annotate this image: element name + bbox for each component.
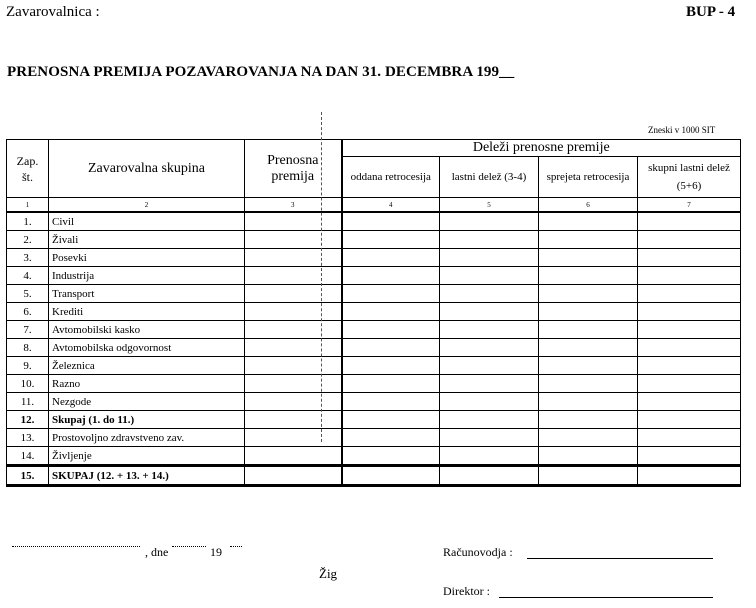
row-group-name: Železnica — [49, 357, 245, 375]
amount-cell[interactable] — [539, 303, 638, 321]
amount-cell[interactable] — [539, 339, 638, 357]
amount-cell[interactable] — [245, 447, 342, 466]
amount-cell[interactable] — [245, 375, 342, 393]
table-row — [7, 321, 741, 339]
amount-cell[interactable] — [638, 411, 741, 429]
header-sub-col: skupni lastni delež (5+6) — [638, 157, 741, 198]
row-group-name: Krediti — [49, 303, 245, 321]
row-group-name: Avtomobilski kasko — [49, 321, 245, 339]
table-row — [7, 466, 741, 486]
director-signature-field[interactable] — [499, 597, 713, 598]
table-row — [7, 285, 741, 303]
row-number: 13. — [7, 429, 49, 447]
fold-mark — [321, 112, 322, 442]
amount-cell[interactable] — [440, 267, 539, 285]
amount-cell[interactable] — [440, 339, 539, 357]
table-row — [7, 303, 741, 321]
amount-cell[interactable] — [638, 212, 741, 231]
amount-cell[interactable] — [638, 429, 741, 447]
amount-cell[interactable] — [342, 249, 440, 267]
amount-cell[interactable] — [539, 393, 638, 411]
units-note: Zneski v 1000 SIT — [648, 125, 716, 135]
column-number: 7 — [638, 198, 741, 213]
amount-cell[interactable] — [539, 429, 638, 447]
amount-cell[interactable] — [342, 393, 440, 411]
column-number: 1 — [7, 198, 49, 213]
column-number: 6 — [539, 198, 638, 213]
row-group-name: Razno — [49, 375, 245, 393]
amount-cell[interactable] — [245, 231, 342, 249]
amount-cell[interactable] — [342, 375, 440, 393]
header-sub-col: sprejeta retrocesija — [539, 157, 638, 198]
amount-cell[interactable] — [245, 267, 342, 285]
amount-cell[interactable] — [440, 303, 539, 321]
row-group-name: Prostovoljno zdravstveno zav. — [49, 429, 245, 447]
form-code: BUP - 4 — [686, 4, 736, 20]
amount-cell[interactable] — [539, 447, 638, 466]
column-number: 3 — [245, 198, 342, 213]
table-row — [7, 267, 741, 285]
row-group-name: Nezgode — [49, 393, 245, 411]
insurer-label: Zavarovalnica : — [6, 4, 100, 20]
table-row — [7, 375, 741, 393]
table-row — [7, 357, 741, 375]
amount-cell[interactable] — [638, 375, 741, 393]
row-group-name: Živali — [49, 231, 245, 249]
amount-cell[interactable] — [539, 321, 638, 339]
row-group-name: Avtomobilska odgovornost — [49, 339, 245, 357]
amount-cell[interactable] — [342, 447, 440, 466]
amount-cell[interactable] — [440, 466, 539, 486]
header-sub-col: oddana retrocesija — [342, 157, 440, 198]
table-row — [7, 249, 741, 267]
amount-cell[interactable] — [245, 411, 342, 429]
amount-cell[interactable] — [342, 267, 440, 285]
row-number: 12. — [7, 411, 49, 429]
amount-cell[interactable] — [440, 393, 539, 411]
row-number: 15. — [7, 466, 49, 486]
amount-cell[interactable] — [342, 466, 440, 486]
row-group-name: Transport — [49, 285, 245, 303]
amount-cell[interactable] — [440, 375, 539, 393]
amount-cell[interactable] — [245, 249, 342, 267]
amount-cell[interactable] — [638, 321, 741, 339]
row-number: 10. — [7, 375, 49, 393]
table-row — [7, 212, 741, 231]
amount-cell[interactable] — [539, 285, 638, 303]
column-number: 5 — [440, 198, 539, 213]
table-row — [7, 393, 741, 411]
table-row — [7, 447, 741, 466]
amount-cell[interactable] — [342, 339, 440, 357]
amount-cell[interactable] — [440, 357, 539, 375]
amount-cell[interactable] — [638, 303, 741, 321]
row-number: 11. — [7, 393, 49, 411]
year-prefix: 19 — [210, 545, 222, 559]
row-group-name: Življenje — [49, 447, 245, 466]
column-number: 4 — [342, 198, 440, 213]
amount-cell[interactable] — [440, 321, 539, 339]
amount-cell[interactable] — [638, 357, 741, 375]
year-field[interactable] — [230, 546, 242, 547]
amount-cell[interactable] — [245, 429, 342, 447]
row-number: 14. — [7, 447, 49, 466]
row-number: 3. — [7, 249, 49, 267]
amount-cell[interactable] — [440, 411, 539, 429]
date-label: , dne — [145, 545, 169, 559]
amount-cell[interactable] — [245, 393, 342, 411]
header-premium: Prenosna premija — [245, 140, 342, 198]
amount-cell[interactable] — [245, 321, 342, 339]
amount-cell[interactable] — [342, 231, 440, 249]
amount-cell[interactable] — [245, 212, 342, 231]
amount-cell[interactable] — [245, 303, 342, 321]
row-number: 9. — [7, 357, 49, 375]
accountant-label: Računovodja : — [443, 545, 513, 559]
date-field[interactable] — [172, 546, 206, 547]
header-zap: Zap. št. — [7, 140, 49, 198]
amount-cell[interactable] — [245, 339, 342, 357]
premium-table — [6, 139, 741, 487]
table-row — [7, 411, 741, 429]
table-row — [7, 339, 741, 357]
amount-cell[interactable] — [638, 466, 741, 486]
amount-cell[interactable] — [342, 429, 440, 447]
amount-cell[interactable] — [638, 249, 741, 267]
row-number: 7. — [7, 321, 49, 339]
amount-cell[interactable] — [342, 212, 440, 231]
row-group-name: Posevki — [49, 249, 245, 267]
amount-cell[interactable] — [245, 357, 342, 375]
amount-cell[interactable] — [539, 267, 638, 285]
accountant-signature-field[interactable] — [527, 558, 713, 559]
amount-cell[interactable] — [342, 411, 440, 429]
amount-cell[interactable] — [440, 231, 539, 249]
amount-cell[interactable] — [539, 212, 638, 231]
amount-cell[interactable] — [638, 267, 741, 285]
amount-cell[interactable] — [342, 321, 440, 339]
column-number: 2 — [49, 198, 245, 213]
amount-cell[interactable] — [342, 303, 440, 321]
amount-cell[interactable] — [342, 285, 440, 303]
row-group-name: SKUPAJ (12. + 13. + 14.) — [49, 466, 245, 486]
amount-cell[interactable] — [539, 249, 638, 267]
table-row — [7, 429, 741, 447]
row-number: 2. — [7, 231, 49, 249]
amount-cell[interactable] — [638, 393, 741, 411]
row-group-name: Civil — [49, 212, 245, 231]
row-number: 5. — [7, 285, 49, 303]
amount-cell[interactable] — [440, 212, 539, 231]
amount-cell[interactable] — [440, 249, 539, 267]
amount-cell[interactable] — [539, 466, 638, 486]
amount-cell[interactable] — [440, 447, 539, 466]
header-shares: Deleži prenosne premije — [342, 140, 741, 157]
director-label: Direktor : — [443, 584, 490, 598]
amount-cell[interactable] — [638, 285, 741, 303]
amount-cell[interactable] — [539, 375, 638, 393]
amount-cell[interactable] — [245, 466, 342, 486]
amount-cell[interactable] — [440, 285, 539, 303]
row-group-name: Industrija — [49, 267, 245, 285]
amount-cell[interactable] — [440, 429, 539, 447]
table-row — [7, 231, 741, 249]
amount-cell[interactable] — [539, 411, 638, 429]
amount-cell[interactable] — [638, 231, 741, 249]
table-body — [7, 212, 741, 486]
place-field[interactable] — [12, 546, 140, 547]
amount-cell[interactable] — [245, 285, 342, 303]
row-number: 1. — [7, 212, 49, 231]
amount-cell[interactable] — [638, 447, 741, 466]
row-group-name: Skupaj (1. do 11.) — [49, 411, 245, 429]
amount-cell[interactable] — [539, 231, 638, 249]
row-number: 8. — [7, 339, 49, 357]
header-sub-col: lastni delež (3-4) — [440, 157, 539, 198]
stamp-label: Žig — [319, 566, 338, 581]
page-title: PRENOSNA PREMIJA POZAVAROVANJA NA DAN 31. DECEMBRA 199__ — [7, 64, 515, 80]
header-group: Zavarovalna skupina — [49, 140, 245, 198]
amount-cell[interactable] — [539, 357, 638, 375]
row-number: 4. — [7, 267, 49, 285]
amount-cell[interactable] — [342, 357, 440, 375]
row-number: 6. — [7, 303, 49, 321]
amount-cell[interactable] — [638, 339, 741, 357]
